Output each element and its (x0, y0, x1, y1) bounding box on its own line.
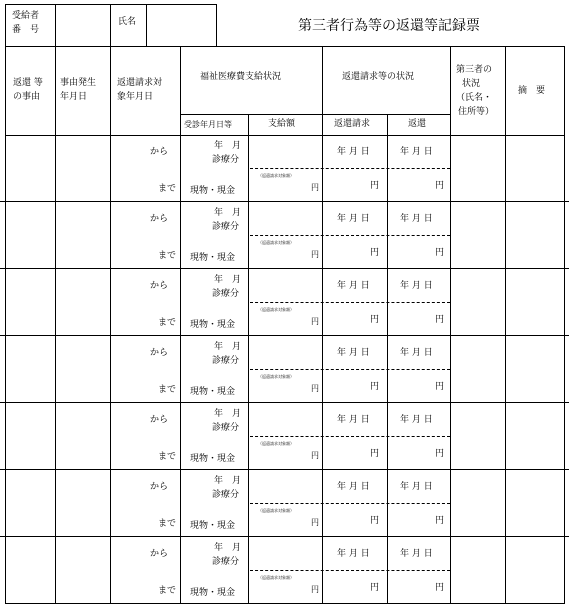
payment-yen[interactable]: 円 (311, 183, 319, 192)
year-month[interactable]: 年 月 (214, 409, 242, 419)
request-date[interactable]: 年 月 日 (337, 415, 370, 425)
period-to: まで (158, 385, 177, 395)
treatment-portion: 診療分 (212, 490, 240, 500)
refund-target-note: （返還請求対象額） (258, 307, 294, 312)
request-date[interactable]: 年 月 日 (337, 281, 370, 291)
refund-yen[interactable]: 円 (435, 315, 445, 325)
record-row (0, 470, 569, 537)
period-to: まで (158, 586, 177, 596)
refund-date[interactable]: 年 月 日 (400, 214, 433, 224)
refund-yen[interactable]: 円 (435, 248, 445, 258)
benefit-kind[interactable]: 現物・現金 (190, 387, 236, 397)
divider (250, 235, 450, 236)
year-month[interactable]: 年 月 (214, 275, 242, 285)
treatment-portion: 診療分 (212, 557, 240, 567)
col-refund-request: 返還請求 (334, 119, 371, 129)
refund-yen[interactable]: 円 (435, 181, 445, 191)
period-from: から (150, 214, 169, 224)
refund-date[interactable]: 年 月 日 (400, 549, 433, 559)
year-month[interactable]: 年 月 (214, 476, 242, 486)
request-yen[interactable]: 円 (370, 181, 380, 191)
treatment-portion: 診療分 (212, 155, 240, 165)
col-reason-1: 返還 等 (13, 78, 43, 88)
col-payment-amount: 支給額 (268, 119, 296, 129)
divider (250, 436, 450, 437)
refund-target-note: （返還請求対象額） (258, 575, 294, 580)
request-yen[interactable]: 円 (370, 583, 380, 593)
refund-target-note: （返還請求対象額） (258, 240, 294, 245)
refund-yen[interactable]: 円 (435, 583, 445, 593)
treatment-portion: 診療分 (212, 356, 240, 366)
benefit-kind[interactable]: 現物・現金 (190, 253, 236, 263)
benefit-kind[interactable]: 現物・現金 (190, 521, 236, 531)
request-yen[interactable]: 円 (370, 382, 380, 392)
request-yen[interactable]: 円 (370, 248, 380, 258)
treatment-portion: 診療分 (212, 289, 240, 299)
divider (250, 503, 450, 504)
record-row (0, 336, 569, 403)
col-consultation-date: 受診年月日等 (184, 120, 232, 129)
record-row (0, 403, 569, 470)
payment-yen[interactable]: 円 (311, 518, 319, 527)
period-to: まで (158, 184, 177, 194)
request-date[interactable]: 年 月 日 (337, 147, 370, 157)
recipient-number-label: 受給者 (12, 11, 40, 21)
col-third-party-2: 状況 (462, 79, 481, 89)
col-target-period-2: 象年月日 (117, 92, 154, 102)
record-row (0, 537, 569, 604)
name-label: 氏名 (118, 17, 137, 27)
period-from: から (150, 147, 169, 157)
col-incident-date-2: 年月日 (60, 92, 88, 102)
col-target-period-1: 返還請求対 (117, 78, 163, 88)
benefit-kind[interactable]: 現物・現金 (190, 320, 236, 330)
divider (250, 369, 450, 370)
request-yen[interactable]: 円 (370, 516, 380, 526)
refund-target-note: （返還請求対象額） (258, 374, 294, 379)
record-row (0, 135, 569, 202)
year-month[interactable]: 年 月 (214, 543, 242, 553)
period-from: から (150, 482, 169, 492)
divider (250, 168, 450, 169)
year-month[interactable]: 年 月 (214, 141, 242, 151)
payment-yen[interactable]: 円 (311, 585, 319, 594)
divider (250, 570, 450, 571)
col-third-party-1: 第三者の (456, 65, 493, 75)
period-from: から (150, 281, 169, 291)
period-to: まで (158, 519, 177, 529)
col-refund: 返還 (408, 119, 427, 129)
col-third-party-3: （氏名・ (456, 93, 493, 103)
period-from: から (150, 549, 169, 559)
request-date[interactable]: 年 月 日 (337, 348, 370, 358)
col-remarks: 摘 要 (518, 86, 546, 96)
period-from: から (150, 415, 169, 425)
year-month[interactable]: 年 月 (214, 208, 242, 218)
request-date[interactable]: 年 月 日 (337, 482, 370, 492)
benefit-kind[interactable]: 現物・現金 (190, 588, 236, 598)
benefit-kind[interactable]: 現物・現金 (190, 454, 236, 464)
request-date[interactable]: 年 月 日 (337, 214, 370, 224)
period-to: まで (158, 318, 177, 328)
period-to: まで (158, 452, 177, 462)
year-month[interactable]: 年 月 (214, 342, 242, 352)
col-reason-2: の事由 (13, 92, 41, 102)
refund-yen[interactable]: 円 (435, 449, 445, 459)
treatment-portion: 診療分 (212, 423, 240, 433)
col-welfare-group: 福祉医療費支給状況 (200, 72, 282, 82)
refund-date[interactable]: 年 月 日 (400, 281, 433, 291)
request-yen[interactable]: 円 (370, 449, 380, 459)
request-date[interactable]: 年 月 日 (337, 549, 370, 559)
refund-target-note: （返還請求対象額） (258, 173, 294, 178)
col-refund-group: 返還請求等の状況 (342, 72, 415, 82)
period-to: まで (158, 251, 177, 261)
refund-yen[interactable]: 円 (435, 382, 445, 392)
treatment-portion: 診療分 (212, 222, 240, 232)
refund-target-note: （返還請求対象額） (258, 508, 294, 513)
benefit-kind[interactable]: 現物・現金 (190, 186, 236, 196)
request-yen[interactable]: 円 (370, 315, 380, 325)
record-row (0, 269, 569, 336)
divider (250, 302, 450, 303)
refund-date[interactable]: 年 月 日 (400, 482, 433, 492)
refund-date[interactable]: 年 月 日 (400, 348, 433, 358)
refund-date[interactable]: 年 月 日 (400, 147, 433, 157)
refund-date[interactable]: 年 月 日 (400, 415, 433, 425)
period-from: から (150, 348, 169, 358)
record-row (0, 202, 569, 269)
refund-yen[interactable]: 円 (435, 516, 445, 526)
form-title: 第三者行為等の返還等記録票 (298, 18, 480, 34)
col-incident-date-1: 事由発生 (60, 78, 97, 88)
payment-yen[interactable]: 円 (311, 317, 319, 326)
col-third-party-4: 住所等） (458, 107, 495, 117)
refund-target-note: （返還請求対象額） (258, 441, 294, 446)
recipient-number-label-2: 番 号 (12, 25, 40, 35)
payment-yen[interactable]: 円 (311, 384, 319, 393)
payment-yen[interactable]: 円 (311, 250, 319, 259)
payment-yen[interactable]: 円 (311, 451, 319, 460)
